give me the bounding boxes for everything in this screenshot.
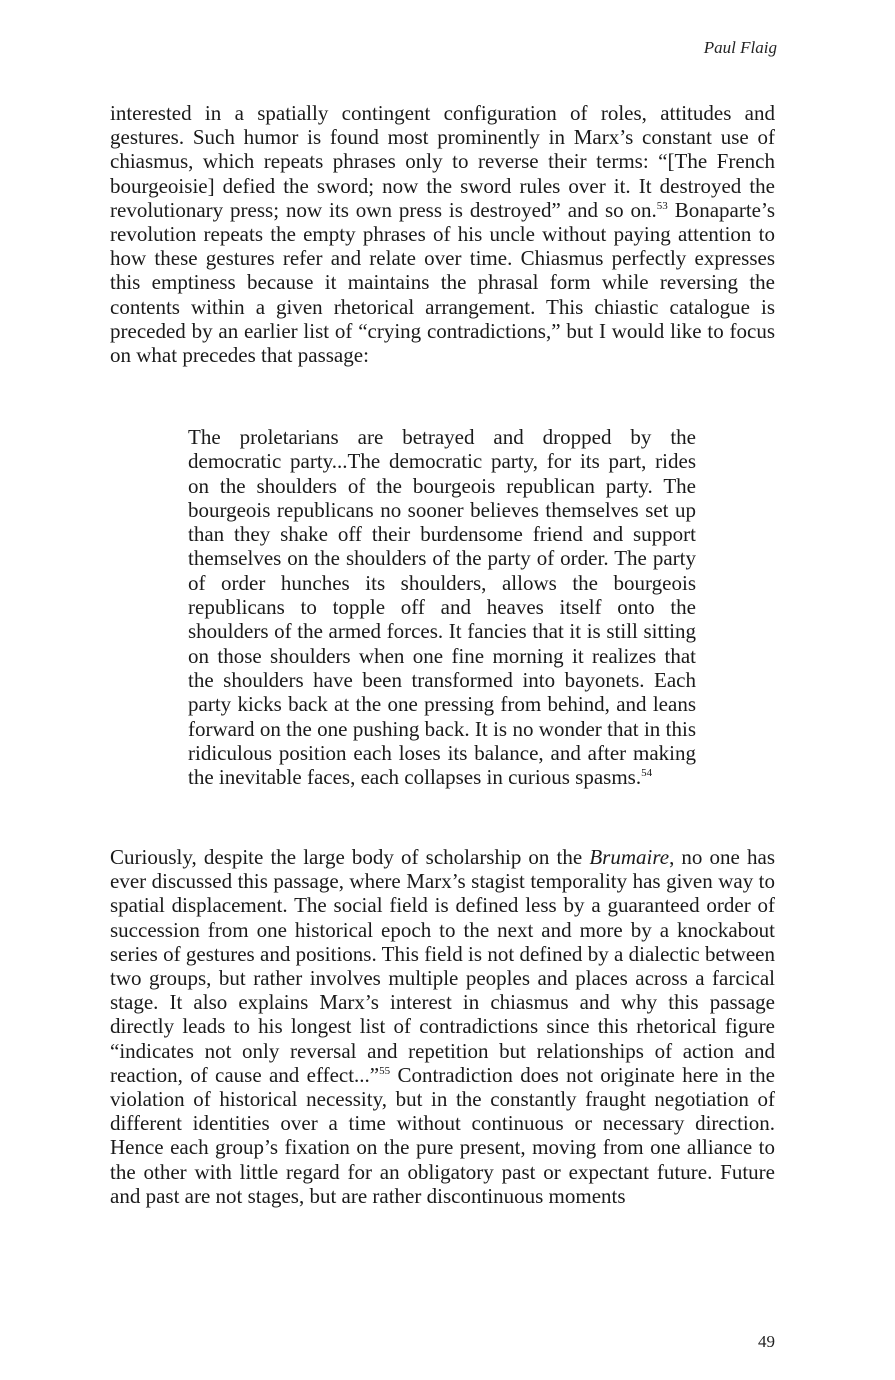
running-head-author: Paul Flaig xyxy=(703,38,777,57)
body-paragraph-1 xyxy=(110,101,775,367)
page-number: 49 xyxy=(758,1332,775,1351)
paragraph-2-text-b: , no one has ever discussed this passage, where Marx’s stagist temporality has given way to spatial displacement. The social field is defined less by a guaranteed order of succession from one historical epoch to the next and more by a knockabout series of gestures and positions. This field is not defined by a dialectic between two groups, but rather involves multiple peoples and places across a farcical stage. It also explains Marx’s interest in chiasmus and why this passage directly leads to his longest list of contradictions since this rhetorical figure “indicates not only reversal and repetition but relationships of action and reaction, of cause and effect...” xyxy=(110,845,775,1087)
footnote-ref-54[interactable]: 54 xyxy=(641,767,653,780)
block-quote-text: The proletarians are betrayed and dropped by the democratic party...The democratic party, for its part, rides on the shoulders of the bourgeois republican party. The bourgeois republicans no sooner believes themselves set up than they shake off their burdensome friend and support themselves on the shoulders of the party of order. The party of order hunches its shoulders, allows the bourgeois republicans to topple off and heaves itself onto the shoulders of the armed forces. It fancies that it is still sitting on those shoulders when one fine morning it realizes that the shoulders have been transformed into bayonets. Each party kicks back at the one pressing from behind, and leans forward on the one pushing back. It is no wonder that in this ridiculous position each loses its balance, and after making the inevitable faces, each collapses in curious spasms. xyxy=(188,425,696,790)
paragraph-2-text-c: Contradiction does not originate here in the violation of historical necessity, but in the constantly fraught negotiation of different identities over a time without continuous or necessary direction. Hence each group’s fixation on the pure present, moving from one alliance to the other with little regard for an obligatory past or expectant future. Future and past are not stages, but are rather discontinuous moments xyxy=(110,1062,775,1208)
footnote-ref-55[interactable]: 55 xyxy=(379,1064,391,1077)
paragraph-2-text-a: Curiously, despite the large body of scholarship on the xyxy=(110,845,590,869)
footnote-ref-53[interactable]: 53 xyxy=(656,199,668,212)
body-paragraph-2 xyxy=(110,845,775,1208)
work-title-brumaire: Brumaire xyxy=(589,845,670,869)
block-quote xyxy=(188,425,696,789)
paragraph-1-text-b: Bonaparte’s revolution repeats the empty phrases of his uncle without paying attention to how these gestures refer and relate over time. Chiasmus perfectly expresses this emptiness because it maintains the phrasal form while reversing the contents within a given rhetorical arrangement. This chiastic catalogue is preceded by an earlier list of “crying contradictions,” but I would like to focus on what precedes that passage: xyxy=(110,197,775,368)
paragraph-1-text-a: interested in a spatially contingent configuration of roles, attitudes and gestures. Such humor is found most prominently in Marx’s constant use of chiasmus, which repeats phrases only to reverse their terms: “[The French bourgeoisie] defied the sword; now the sword rules over it. It destroyed the revolutionary press; now its own press is destroyed” and so on. xyxy=(110,101,775,222)
